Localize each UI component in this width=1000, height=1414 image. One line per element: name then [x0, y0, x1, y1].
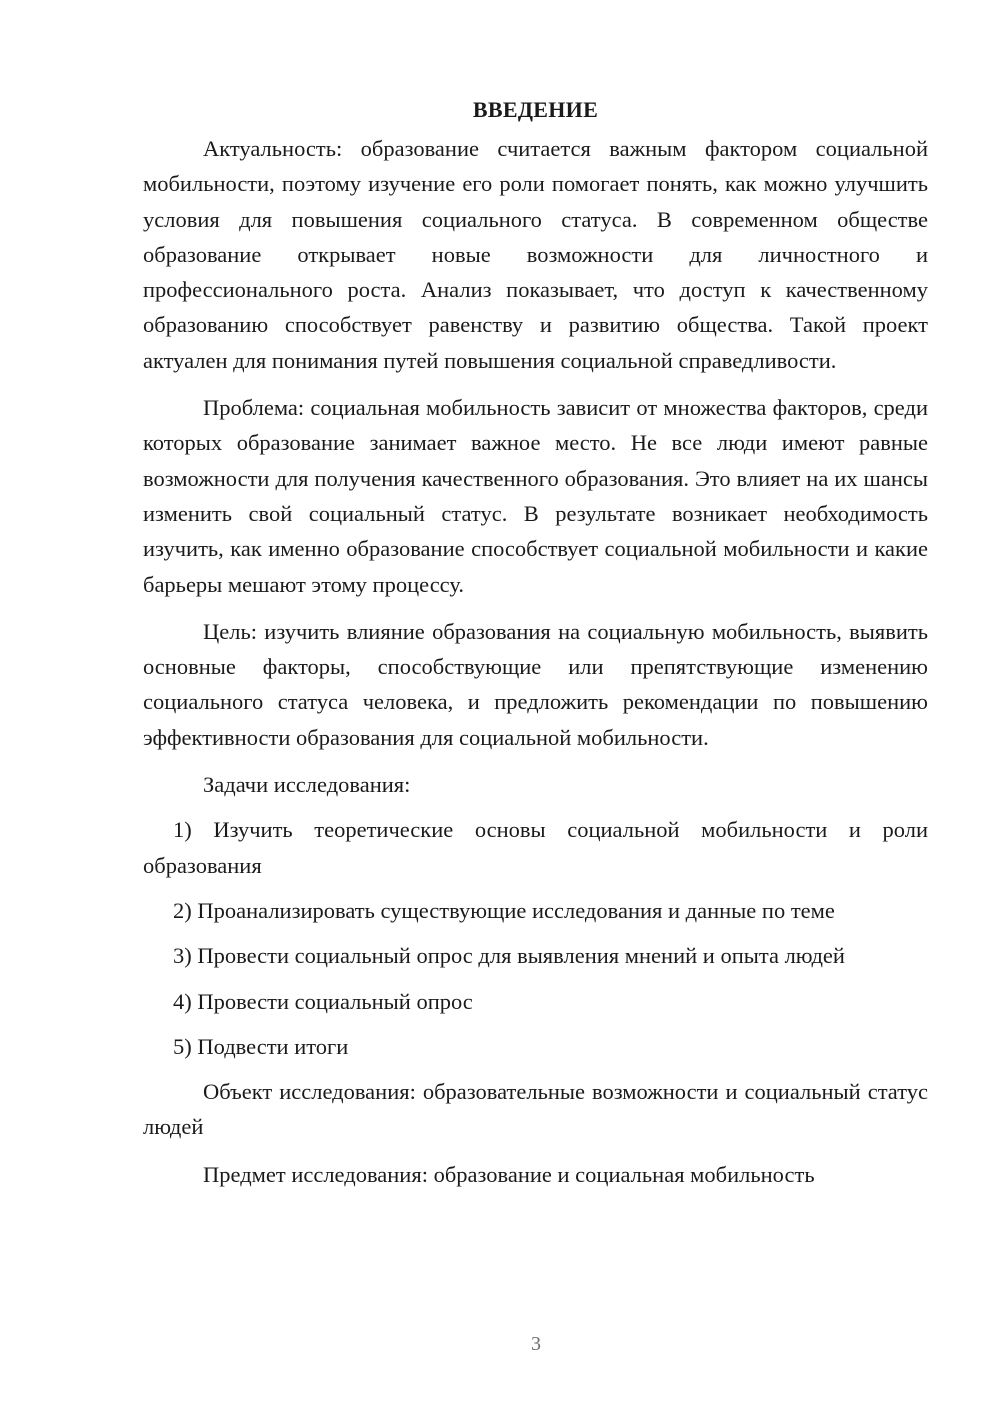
list-item: 2) Проанализировать существующие исследования и данные по теме [173, 897, 835, 923]
research-object-paragraph: Объект исследования: образовательные возможности и социальный статус людей [143, 1079, 928, 1140]
document-page [143, 92, 928, 1204]
list-item: 3) Провести социальный опрос для выявления мнений и опыта людей [173, 943, 845, 969]
problem-paragraph: Проблема: социальная мобильность зависит от множества факторов, среди которых образование занимает важное место. Не все люди имеют равные возможности для получения качественного образования. Это влияет на их шансы изменить свой социальный статус. В результате возникает необходимость изучить, как именно образование способствует социальной мобильности и какие барьеры мешают этому процессу. [143, 395, 928, 597]
relevance-paragraph: Актуальность: образование считается важным фактором социальной мобильности, поэтому изучение его роли помогает понять, как можно улучшить условия для повышения социального статуса. В современном обществе образование открывает новые возможности для личностного и профессионального роста. Анализ показывает, что доступ к качественному образованию способствует равенству и развитию общества. Такой проект актуален для понимания путей повышения социальной справедливости. [143, 136, 928, 373]
tasks-heading: Задачи исследования: [203, 772, 411, 798]
list-item: 1) Изучить теоретические основы социальной мобильности и роли образования [143, 817, 928, 878]
list-item: 5) Подвести итоги [173, 1033, 349, 1059]
page-number: 3 [531, 1333, 541, 1355]
tasks-list [143, 812, 928, 1064]
research-subject-paragraph: Предмет исследования: образование и социальная мобильность [203, 1161, 815, 1187]
goal-paragraph: Цель: изучить влияние образования на социальную мобильность, выявить основные факторы, способствующие или препятствующие изменению социального статуса человека, и предложить рекомендации по повышению эффективности образования для социальной мобильности. [143, 618, 928, 750]
section-title: ВВЕДЕНИЕ [472, 97, 599, 122]
list-item: 4) Провести социальный опрос [173, 988, 473, 1014]
